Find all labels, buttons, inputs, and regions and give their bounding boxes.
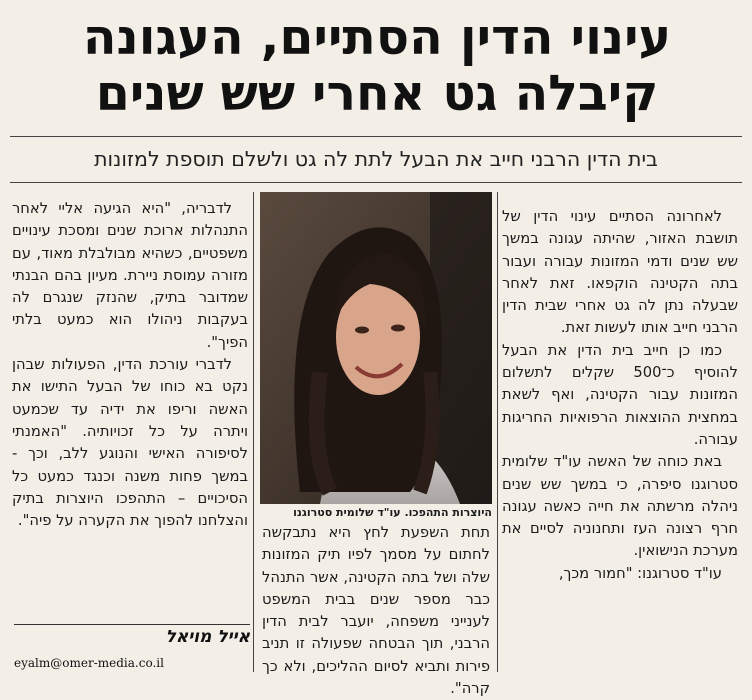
headline: [20, 10, 734, 122]
headline-divider: [10, 136, 742, 137]
headline-line-1: עינוי הדין הסתיים, העגונה: [82, 9, 672, 66]
headline-line-2: קיבלה גט אחרי שש שנים: [95, 65, 659, 122]
left-column: [12, 198, 248, 532]
lawyer-photo: [260, 192, 492, 504]
paragraph: כמו כן חייב בית הדין את הבעל להוסיף כ־500 שקלים לתשלום המזונות עבור הקטינה, ואף לשאת במחצית ההוצאות הרפואיות החריגות עבורה.: [502, 341, 738, 448]
right-column: [502, 206, 738, 585]
author-email[interactable]: eyalm@omer-media.co.il: [14, 656, 164, 670]
subheadline: בית הדין הרבני חייב את הבעל לתת לה גט ולשלם תוספת למזונות: [94, 147, 658, 171]
paragraph: לדבריה, "היא הגיעה אליי לאחר התנהלות ארוכת שנים ומסכת עינויים משפטיים, כשהיא מבולבלת מאוד, עם מזורה עמוסת ניירת. מעיון בהם הבנתי שמדובר בתיק, שהנזק שנגרם לה בעקבות ניהולו הוא כמעט בלתי הפיך".: [12, 200, 248, 351]
column-divider: [497, 192, 498, 672]
portrait-image: [260, 192, 492, 504]
photo-caption: היוצרות התהפכו. עו"ד שלומית סטרוגנו: [293, 506, 492, 519]
paragraph: לאחרונה הסתיים עינוי הדין של תושבת האזור, שהיתה עגונה במשך שש שנים ודמי המזונות עבורה ועבור בתה הקטינה הוקפאו. זאת לאחר שבעלה נתן לה גט אחרי שבית הדין הרבני חייב אותו לעשות זאת.: [502, 208, 738, 337]
paragraph: לדברי עורכת הדין, הפעולות שבהן נקט בא כוחו של הבעל התישו את האשה וריפו את ידיה עד שכמעט ויתרה על כל זכויותיה. "האמנתי לסיפורה האישי והנוגע ללב, וכך - במשך פחות משנה וכנגד כמעט כל הסיכויים – התהפכו היוצרות בתיק והצלחנו להפוך את הקערה על פיה".: [12, 356, 248, 530]
subheadline-divider: [10, 182, 742, 183]
paragraph: עו"ד סטרוגנו: "חמור מכך,: [558, 564, 722, 582]
middle-column: [262, 522, 490, 700]
paragraph: באת כוחה של האשה עו"ד שלומית סטרוגנו סיפרה, כי במשך שש שנים ניהלה מרשתה את חייה כאשה עגונה חרף רצונה העז ותחנוניה לסיים את מערכת הנישואין.: [502, 453, 738, 560]
column-divider: [253, 192, 254, 672]
author-byline: אייל מויאל: [14, 624, 250, 647]
paragraph: תחת השפעת לחץ היא נתבקשה לחתום על מסמך לפיו תיק המזונות שלה ושל בתה הקטינה, אשר התנהל כבר מספר שנים בבית המשפט לענייני משפחה, יועבר לבית הדין הרבני, תוך הבטחה שפעולה זו תניב פירות ותביא לסיום ההליכים, ולא כך קרה".: [262, 524, 490, 698]
